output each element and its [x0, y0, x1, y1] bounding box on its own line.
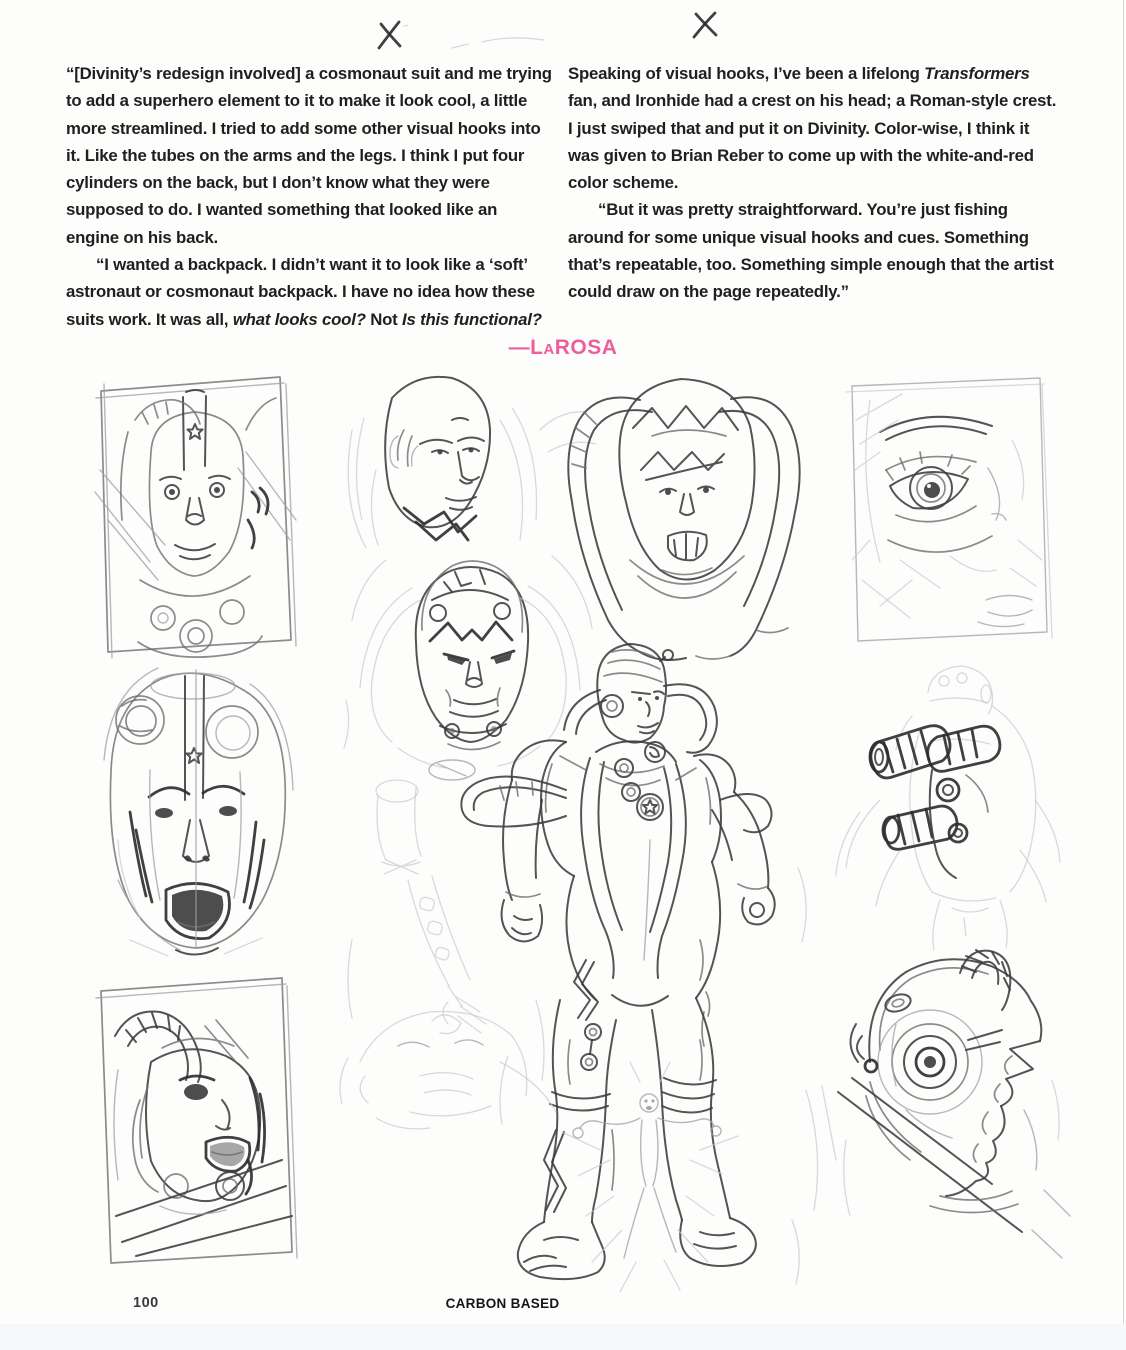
italic-run: Transformers: [924, 64, 1030, 83]
italic-run: what looks cool?: [232, 309, 366, 329]
paragraph: “[Divinity’s redesign involved] a cosmonaut suit and me trying to add a superhero element to it to make it look cool, a little more streamlined. I tried to add some other visual hooks into it. Like the tubes on the arms and the legs. I think I put four cylinders on the back, but I don’t know what they were supposed to do. I wanted something that looked like an engine on his back.: [66, 64, 552, 247]
text-run: fan, and Ironhide had a crest on his head; a Roman-style crest. I just swiped that and put it on Divinity. Color-wise, I think it was given to Brian Reber to come up with the white-and-red color scheme.: [568, 91, 1057, 193]
pencil-smudge: [452, 38, 544, 48]
sketch-framed-star-crest-face: [95, 377, 296, 658]
italic-run: Is this functional?: [402, 309, 542, 329]
sketch-bald-head-study: [348, 377, 596, 548]
paragraph: “But it was pretty straightforward. You’re just fishing around for some unique visual hooks and cues. Something that’s repeatable, too. Something simple enough that the artist could draw on the page repeatedly.”: [568, 200, 1054, 302]
text-run: “I wanted a backpack. I didn’t want it to look like a ‘soft’ astronaut or cosmonaut backpack. I have no idea how these suits work. It was all,: [66, 255, 535, 329]
sketch-framed-growling-head: [96, 978, 297, 1263]
sketch-screaming-helmet-face: [104, 668, 293, 956]
artist-attribution: —LaROSA: [508, 336, 618, 359]
sketch-stern-helmet-face: [352, 556, 592, 768]
text-run: Speaking of visual hooks, I’ve been a lifelong: [568, 64, 925, 83]
text-run: Not: [365, 309, 403, 329]
sketch-full-body-cosmonaut-suit: [461, 644, 836, 1292]
sketch-helmet-shoulder-tubes: [568, 379, 799, 660]
sketch-faint-arm-face-study: [340, 700, 556, 1129]
sketch-framed-eye-closeup: [846, 378, 1052, 641]
sketch-helmet-profile-ear-disc: [838, 950, 1070, 1258]
sketch-backpack-cylinders: [836, 666, 1060, 950]
book-title-footer: CARBON BASED: [445, 1296, 560, 1311]
page-number: 100: [133, 1295, 159, 1311]
